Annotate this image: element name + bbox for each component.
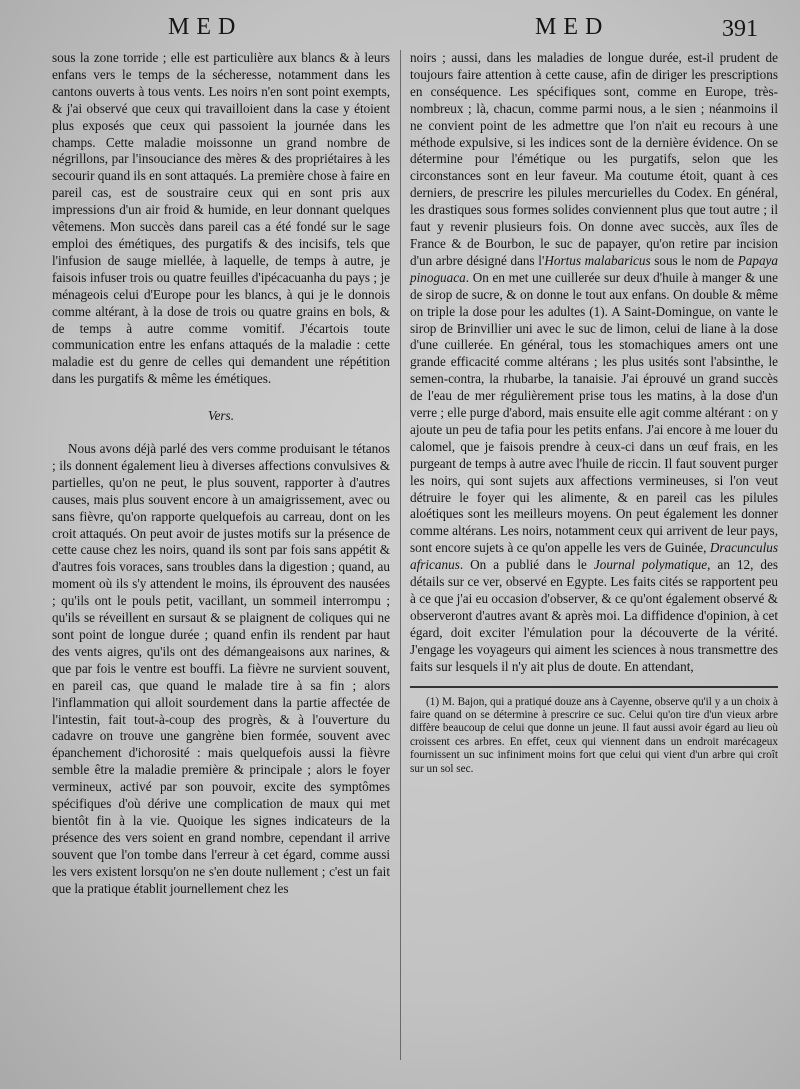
column-divider bbox=[400, 50, 401, 1060]
italic-title: Papaya pinoguaca bbox=[410, 252, 778, 285]
paragraph bbox=[410, 50, 778, 676]
italic-title: Dracunculus africanus bbox=[410, 540, 778, 573]
right-column bbox=[410, 50, 778, 776]
running-head-left: MED bbox=[168, 14, 243, 40]
text-run: noirs ; aussi, dans les maladies de longue durée, est-il prudent de toujours faire attention à cette cause, afin de diriger les prescriptions en conséquence. Les spécifiques sont, comme en Europe, très-nombreux ; là, chacun, comme parmi nous, a le sien ; néanmoins il ne convient point de les admettre que l'on n'ait eu recours à une méthode expulsive, si les indices sont de la dernière évidence. On se détermine pour l'émétique ou les purgatifs, selon que les circonstances sont en leur faveur. Ma coutume étoit, quant à ces derniers, de prescrire les pilules mercurielles du Codex. En général, les drastiques sous formes solides conviennent plus que tout autre ; il faut y revenir plusieurs fois. On donne avec succès, aux îles de France & de Bourbon, le suc de papayer, qu'on retire par incision d'un arbre désigné dans l' bbox=[410, 50, 778, 268]
section-title: Vers. bbox=[207, 408, 234, 424]
page-number: 391 bbox=[722, 16, 758, 42]
text-run: . On a publié dans le bbox=[459, 557, 594, 573]
italic-title: Hortus malabaricus bbox=[544, 252, 651, 268]
paragraph: sous la zone torride ; elle est particulière aux blancs & à leurs enfans vers le temps de la sécheresse, notamment dans les cantons ouverts à tous vents. Les noirs n'en sont point exempts, & j'ai observé que ceux qui travailloient dans la case y étoient plus exposés que ceux qui passoient la journée dans les champs. Cette maladie moissonne un grand nombre de négrillons, par l'insouciance des mères & des propriétaires à les secourir quand ils en sont attaqués. La première chose à faire en pareil cas, est de soustraire ceux qui en sont pris aux impressions d'un air froid & humide, en leur donnant quelques vêtemens. Mon succès dans pareil cas a été fondé sur le sage emploi des émétiques, des purgatifs & des incisifs, tels que l'infusion de sauge miellée, à laquelle, de temps à autre, je faisois infuser trois ou quatre feuilles d'ipécacuanha du pays ; je ménageois celui d'Europe pour les blancs, à qui je le donnois comme altérant, à la dose de trois ou quatre grains en bols, & de temps à autre comme vomitif. J'écartois toute communication entre les enfans attaqués de la maladie : cette maladie est du genre de celles qui demandent une répétition dans les purgatifs & même les émétiques. bbox=[52, 50, 390, 387]
left-column bbox=[52, 50, 390, 898]
footnote-rule bbox=[410, 686, 778, 688]
running-head-right: MED bbox=[535, 14, 610, 40]
text-run: sous le nom de bbox=[650, 252, 738, 268]
text-run: . On en met une cuillerée sur deux d'huile à manger & une de sirop de sucre, & on donne le tout aux enfans. On double & même on triple la dose pour les adultes (1). A Saint-Domingue, on vante le sirop de Brinvillier uni avec le suc de limon, celui de liane à la dose d'une cuillerée. En général, tous les stomachiques amers ont une grande efficacité comme altérans ; les plus usités sont l'absinthe, le semen-contra, la rhubarbe, la tanaisie. J'ai éprouvé un grand succès de l'eau de mer régulièrement prise tous les matins, à la dose d'un verre ; elle purge d'abord, mais ensuite elle agit comme altérant : on y ajoute un peu de tafia pour les petits enfans. J'ai encore à me louer du calomel, que je faisois prendre à ceux-ci dans un œuf frais, en les purgeant de temps à autre avec l'huile de riccin. Il faut souvent purger les noirs, qui sont sujets aux affections vermineuses, si l'on veut détruire le foyer qui les alimente, & en pareil cas les pilules aloétiques sont les meilleurs moyens. On peut également les donner comme altérans. Les noirs, notamment ceux qui arrivent de leur pays, sont encore sujets à ce qu'on appelle les vers de Guinée, bbox=[410, 269, 778, 556]
paragraph: Nous avons déjà parlé des vers comme produisant le tétanos ; ils donnent également lieu à diverses affections convulsives & partielles, qu'on ne peut, le plus souvent, rapporter à d'autres causes, mais plus souvent encore à un amaigrissement, avec ou sans fièvre, qu'on rapporte quelquefois au carreau, dont on les croit attaqués. On peut avoir de justes motifs sur la présence de cette cause chez les noirs, quand ils sont par fois sans appétit & d'autres fois voraces, sans troubles dans la digestion ; quand, au moment où ils s'y attendent le moins, ils éprouvent des nausées ; qu'ils ont le pouls petit, vacillant, un sommeil interrompu ; qu'ils se réveillent en sursaut & se plaignent de coliques qui ne sont point de longue durée ; quand enfin ils rendent par haut des vents aigres, qu'ils ont des démangeaisons aux narines, & que par fois le ventre est bouffi. La fièvre ne survient souvent, en pareil cas, que quand le malade tire à sa fin ; alors l'inflammation qui alloit sourdement dans la partie affectée de l'intestin, fait tout-à-coup des progrès, & à l'ouverture du cadavre on trouve une gangrène bien formée, souvent avec épanchement d'ichorosité : mais quelquefois aussi la fièvre semble être la maladie première & principale ; alors le foyer vermineux, activé par son pouvoir, excite des symptômes spécifiques d'où dérive une complication de maux qui met bientôt fin à la vie. Quoique les signes indicateurs de la présence des vers soient en grand nombre, cependant il arrive souvent que l'on tombe dans l'erreur à cet égard, comme aussi les vers existent lorsqu'on ne s'en doute nullement ; c'est un fait que la pratique établit journellement chez les bbox=[52, 441, 390, 896]
italic-title: Journal polymatique bbox=[593, 557, 708, 573]
text-run: , an 12, des détails sur ce ver, observé en Egypte. Les faits cités se rapportent peu à ce que j'ai eu occasion d'observer, & ce qu'ont également observé & observeront d'autres avant & après moi. La diffidence d'opinion, à cet égard, doit exciter l'émulation pour la découverte de la vérité. J'engage les voyageurs qui aiment les sciences à nous transmettre des faits sur lesquels il n'y ait plus de doute. En attendant, bbox=[410, 557, 779, 674]
footnote: (1) M. Bajon, qui a pratiqué douze ans à Cayenne, observe qu'il y a un choix à faire quand on se détermine à prescrire ce suc. Celui qu'on tire d'un vieux arbre diffère beaucoup de celui que donne un jeune. Il faut aussi avoir égard au lieu où croissent ces arbres. En effet, ceux qui viennent dans un endroit marécageux fournissent un suc infiniment moins fort que celui qui vient d'un arbre qui croît sur un sol sec. bbox=[410, 695, 778, 775]
